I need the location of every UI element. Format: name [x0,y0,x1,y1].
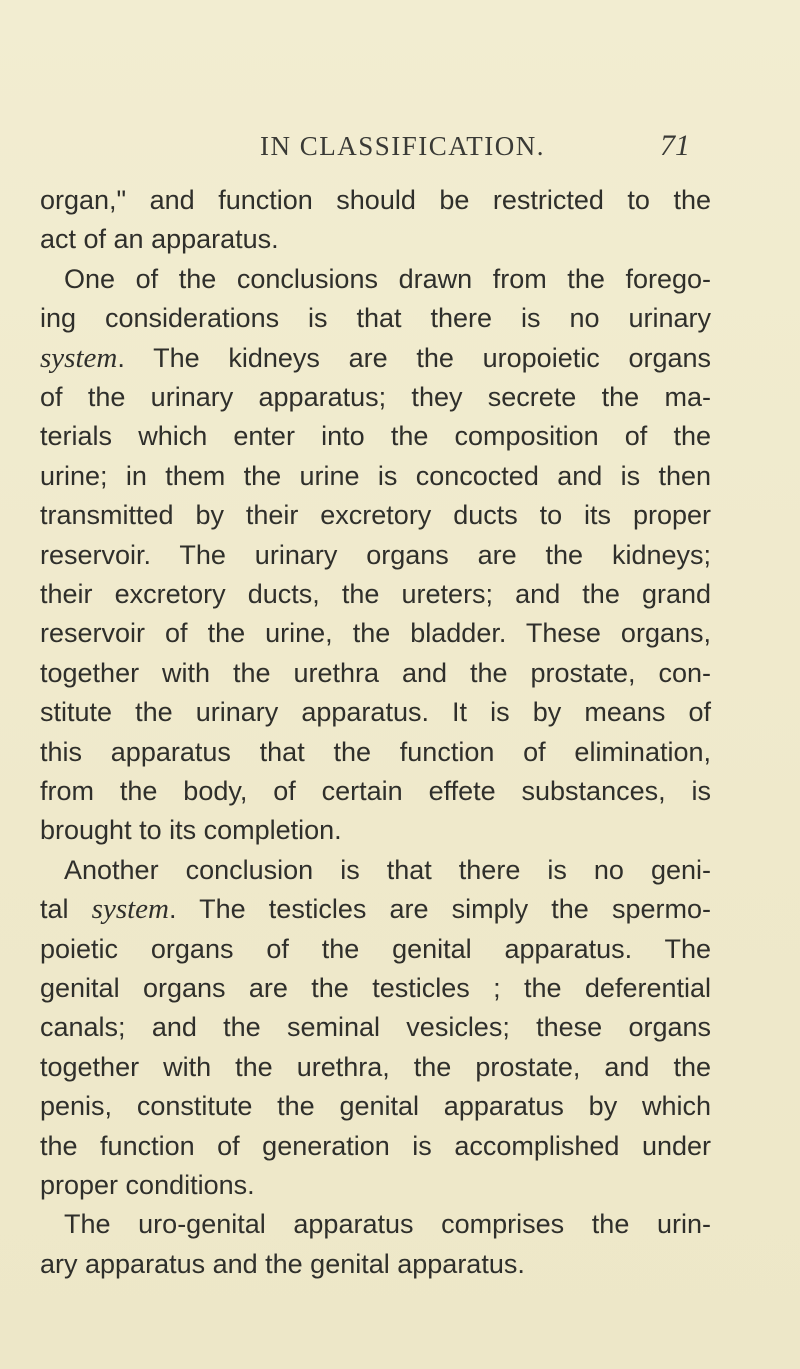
text-segment: urine; in them the urine is concocted and is then [40,460,711,491]
text-line [40,732,711,772]
text-line [40,574,711,614]
text-line [40,1244,525,1284]
text-line [40,613,711,653]
text-segment: genital organs are the testicles ; the deferential [40,973,711,1003]
text-line [40,535,711,575]
text-line [40,653,711,693]
text-line [40,456,711,496]
text-segment: . The kidneys are the uropoietic organs [117,342,711,373]
page-number: 71 [660,129,690,162]
text-line [40,810,342,850]
text-line [40,1086,711,1126]
text-segment: reservoir of the urine, the bladder. These organs, [40,618,711,649]
page-header [0,126,800,166]
text-segment: the function of generation is accomplished under [40,1130,711,1161]
text-segment: this apparatus that the function of elimination, [40,736,711,767]
text-segment: Another conclusion is that there is no geni- [64,854,711,885]
text-line [64,850,711,890]
text-segment: reservoir. The urinary organs are the kidneys; [40,539,711,570]
text-line [40,298,711,338]
italic-text: system [91,893,169,926]
text-line [64,1204,711,1244]
text-line [40,889,711,929]
text-line [40,1165,255,1205]
text-line [40,692,711,732]
text-line [40,180,711,220]
text-segment: transmitted by their excretory ducts to its proper [40,500,711,531]
text-segment: terials which enter into the composition of the [40,421,711,452]
text-segment: poietic organs of the genital apparatus. The [40,933,711,964]
text-line [40,416,711,456]
text-segment: their excretory ducts, the ureters; and the grand [40,579,711,609]
text-segment: penis, constitute the genital apparatus by which [40,1091,711,1122]
text-line [40,771,711,811]
text-line [64,259,711,299]
text-line [40,929,711,969]
text-line [40,1047,711,1087]
text-segment: from the body, of certain effete substances, is [40,776,711,806]
text-segment: together with the urethra and the prostate, con- [40,657,711,688]
text-segment: One of the conclusions drawn from the forego- [64,263,711,294]
text-segment: of the urinary apparatus; they secrete the ma- [40,382,711,412]
text-line [40,219,279,259]
text-line [40,338,711,378]
text-segment: proper conditions. [40,1170,255,1200]
text-line [40,495,711,535]
text-line [40,1007,711,1047]
italic-text: system [40,341,118,374]
text-segment: organ," and function should be restricted to the [40,185,711,215]
text-line [40,968,711,1008]
text-segment: The uro-genital apparatus comprises the urin- [64,1209,711,1240]
text-segment: ary apparatus and the genital apparatus. [40,1248,525,1279]
text-segment: . The testicles are simply the spermo- [168,894,711,925]
text-segment: together with the urethra, the prostate, and the [40,1051,711,1082]
text-line [40,1126,711,1166]
text-segment: tal [40,894,92,925]
running-head: IN CLASSIFICATION. [260,131,546,161]
text-segment: act of an apparatus. [40,224,279,255]
text-segment: canals; and the seminal vesicles; these organs [40,1012,711,1043]
text-segment: stitute the urinary apparatus. It is by means of [40,697,711,728]
text-segment: ing considerations is that there is no urinary [40,303,711,334]
text-segment: brought to its completion. [40,815,342,846]
text-line [40,377,711,417]
